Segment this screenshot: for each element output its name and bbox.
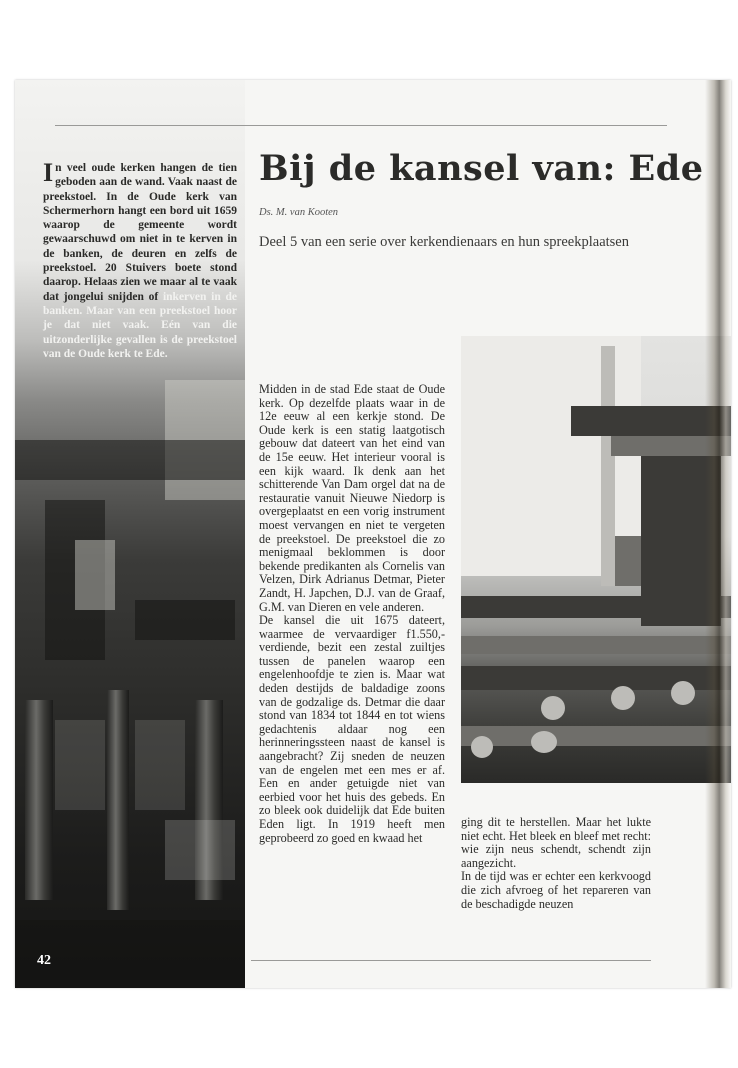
article-column-2: [461, 816, 651, 911]
page-number: 42: [37, 953, 51, 968]
article-title: Bij de kansel van: Ede: [259, 148, 704, 189]
article-author: Ds. M. van Kooten: [259, 207, 339, 218]
intro-dropcap: I: [43, 158, 54, 187]
article-column-1: [259, 383, 445, 845]
column2-paragraph-2: In de tijd was er echter een kerkvoogd die zich afvroeg of het repareren van de beschadigde neuzen: [461, 869, 651, 911]
intro-text-dark: inkerven in de banken. Maar van een preekstoel hoor je dat niet vaak. Eén van die uitzonderlijke gevallen is de preekstoel van de Oude kerk te Ede.: [43, 290, 237, 360]
column1-paragraph-2: De kansel die uit 1675 dateert, waarmee de vervaardiger f1.550,- verdiende, bezit een zestal zuiltjes tussen de panelen waarop een engelenhoofdje te zien is. Maar wat deden destijds de baldadige zoons van de godzalige ds. Detmar die daar stond van 1834 tot 1844 en tot wiens gedachtenis aldaar nog een herinneringssteen naast de kansel is aangebracht? Zij sneden de neuzen van de engelen met een mes er af. Een en ander getuigde niet van eerbied voor het huis des gebeds. En zo bleek ook duidelijk dat Ede buiten Eden ligt. In 1919 heeft men geprobeerd zo goed en kwaad het: [259, 613, 445, 845]
column1-paragraph-1: Midden in de stad Ede staat de Oude kerk. Op dezelfde plaats waar in de 12e eeuw al een kerkje stond. De Oude kerk is een statig laatgotisch gebouw dat dateert van het eind van de 15e eeuw. Het interieur vooral is een kijk waard. Ik denk aan het schitterende Van Dam orgel dat na de restauratie vanuit Nieuwe Niedorp is overgeplaatst en een vorig instrument moest vervangen en niet te vergeten de preekstoel. De preekstoel die zo menigmaal beklommen is door bekende predikanten als Cornelis van Velzen, Dirk Adrianus Detmar, Pieter Zandt, H. Japchen, D.J. van de Graaf, G.M. van Dieren en vele anderen.: [259, 382, 445, 614]
column2-paragraph-1: ging dit te herstellen. Maar het lukte niet echt. Het bleek en bleef met recht: wie zijn neus schendt, schendt zijn aangezicht.: [461, 815, 651, 870]
page-spine-shadow: [705, 80, 731, 988]
article-subtitle: Deel 5 van een serie over kerkendienaars en hun spreekplaatsen: [259, 234, 629, 250]
top-rule: [55, 125, 667, 126]
pulpit-photo-right: [461, 336, 731, 783]
intro-text: [43, 158, 237, 361]
intro-text-light: n veel oude kerken hangen de tien geboden aan de wand. Vaak naast de preekstoel. In de Oude kerk van Schermerhorn hangt een bord uit 1659 waarop de gemeente wordt gewaarschuwd om niet in te kerven in de banken, de deuren en zelfs de preekstoel. 20 Stuivers boete stond daarop. Helaas zien we maar al te vaak dat jongelui snijden of: [43, 162, 237, 303]
bottom-rule: [251, 960, 651, 961]
magazine-page: [15, 80, 731, 988]
